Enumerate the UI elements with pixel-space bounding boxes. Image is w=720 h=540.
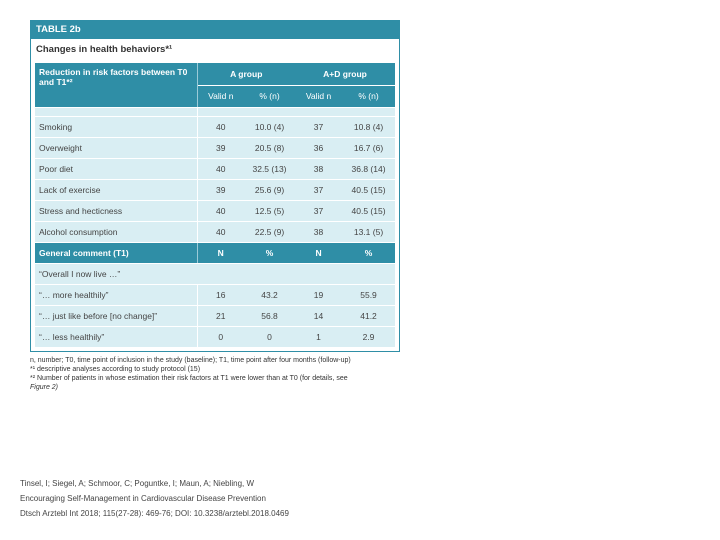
header-a-group: A group <box>197 63 295 85</box>
cell-a-pct: 43.2 <box>244 284 295 305</box>
cell-ad-pct: 41.2 <box>342 305 395 326</box>
row-label: Alcohol consumption <box>35 221 197 242</box>
cell-a-n: 21 <box>197 305 244 326</box>
table-row <box>35 305 395 326</box>
header-a-pct-n: % (n) <box>244 85 295 107</box>
cell-ad-n: 14 <box>295 305 342 326</box>
table-row <box>35 326 395 347</box>
cell-ad-n: 37 <box>295 179 342 200</box>
header-ad-n: N <box>295 242 342 263</box>
cell-a-pct: 0 <box>244 326 295 347</box>
cell-a-n: 40 <box>197 200 244 221</box>
header-a-n: N <box>197 242 244 263</box>
cell-a-n: 40 <box>197 221 244 242</box>
cell-a-n: 16 <box>197 284 244 305</box>
cell-ad-n: 1 <box>295 326 342 347</box>
cell-a-pct: 22.5 (9) <box>244 221 295 242</box>
table-row <box>35 158 395 179</box>
general-comment-prompt-row <box>35 263 395 284</box>
header-a-valid-n: Valid n <box>197 85 244 107</box>
table-row <box>35 116 395 137</box>
cell-ad-pct: 16.7 (6) <box>342 137 395 158</box>
cell-ad-pct: 10.8 (4) <box>342 116 395 137</box>
footnote-2: *² Number of patients in whose estimation their risk factors at T1 were lower than at T0 (for details, see <box>30 374 348 382</box>
cell-ad-pct: 13.1 (5) <box>342 221 395 242</box>
header-ad-group: A+D group <box>295 63 395 85</box>
header-a-pct: % <box>244 242 295 263</box>
table-row <box>35 200 395 221</box>
cell-ad-n: 37 <box>295 116 342 137</box>
cell-a-n: 40 <box>197 116 244 137</box>
cell-ad-pct: 40.5 (15) <box>342 200 395 221</box>
row-label: Overweight <box>35 137 197 158</box>
general-comment-prompt: “Overall I now live …” <box>35 263 395 284</box>
citation-reference: Dtsch Arztebl Int 2018; 115(27-28): 469-76; DOI: 10.3238/arztebl.2018.0469 <box>20 509 289 518</box>
table-row <box>35 179 395 200</box>
row-label: Smoking <box>35 116 197 137</box>
cell-ad-n: 36 <box>295 137 342 158</box>
footnote-abbreviations: n, number; T0, time point of inclusion in the study (baseline); T1, time point after four months (follow-up) <box>30 356 351 364</box>
table-title: Changes in health behaviors*¹ <box>36 44 173 55</box>
footnote-1: *¹ descriptive analyses according to study protocol (15) <box>30 365 201 373</box>
table-figure <box>30 20 400 392</box>
table-label: TABLE 2b <box>30 20 400 39</box>
cell-ad-n: 19 <box>295 284 342 305</box>
cell-a-pct: 25.6 (9) <box>244 179 295 200</box>
cell-a-pct: 12.5 (5) <box>244 200 295 221</box>
row-label: Lack of exercise <box>35 179 197 200</box>
table-footnotes <box>30 356 400 392</box>
cell-ad-n: 37 <box>295 200 342 221</box>
cell-ad-pct: 36.8 (14) <box>342 158 395 179</box>
table-box <box>30 39 400 352</box>
header-ad-pct: % <box>342 242 395 263</box>
cell-a-pct: 56.8 <box>244 305 295 326</box>
general-comment-label: General comment (T1) <box>35 242 197 263</box>
citation-authors: Tinsel, I; Siegel, A; Schmoor, C; Poguntke, I; Maun, A; Niebling, W <box>20 479 255 488</box>
cell-a-n: 40 <box>197 158 244 179</box>
table-row <box>35 137 395 158</box>
cell-a-pct: 32.5 (13) <box>244 158 295 179</box>
table-row <box>35 221 395 242</box>
header-ad-valid-n: Valid n <box>295 85 342 107</box>
data-table <box>35 63 395 348</box>
cell-a-n: 39 <box>197 137 244 158</box>
row-label: “… less healthily” <box>35 326 197 347</box>
cell-ad-pct: 55.9 <box>342 284 395 305</box>
table-row <box>35 284 395 305</box>
cell-ad-pct: 40.5 (15) <box>342 179 395 200</box>
cell-a-n: 39 <box>197 179 244 200</box>
cell-a-pct: 20.5 (8) <box>244 137 295 158</box>
cell-ad-n: 38 <box>295 221 342 242</box>
citation-title: Encouraging Self-Management in Cardiovascular Disease Prevention <box>20 494 266 503</box>
row-label: “… just like before [no change]” <box>35 305 197 326</box>
header-risk-factors: Reduction in risk factors between T0 and T1*² <box>35 63 197 107</box>
citation <box>20 476 289 521</box>
general-comment-header <box>35 242 395 263</box>
cell-a-n: 0 <box>197 326 244 347</box>
row-label: “… more healthily” <box>35 284 197 305</box>
row-label: Poor diet <box>35 158 197 179</box>
footnote-2-continued: Figure 2) <box>30 383 59 391</box>
row-label: Stress and hecticness <box>35 200 197 221</box>
cell-a-pct: 10.0 (4) <box>244 116 295 137</box>
cell-ad-pct: 2.9 <box>342 326 395 347</box>
cell-ad-n: 38 <box>295 158 342 179</box>
header-ad-pct-n: % (n) <box>342 85 395 107</box>
